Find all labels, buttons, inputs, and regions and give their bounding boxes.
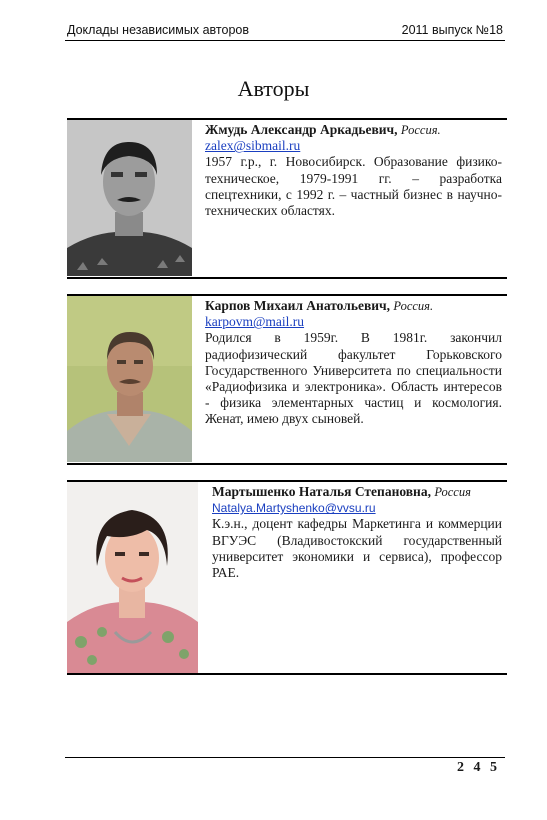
- author-name: Мартышенко Наталья Степановна,: [212, 484, 431, 499]
- author-country: Россия.: [393, 299, 434, 313]
- author-name: Жмудь Александр Аркадьевич,: [205, 122, 398, 137]
- page-number: 2 4 5: [457, 760, 500, 775]
- author-bio: Родился в 1959г. В 1981г. закончил радиофизический факультет Горьковского Государственного Университета по специальности «Радиофизика и электроника». Область интересов - физика элементарных частиц и космология. Женат, имею двух сыновей.: [205, 330, 502, 427]
- divider: [67, 463, 507, 465]
- author-email-link[interactable]: Natalya.Martyshenko@vvsu.ru: [212, 501, 376, 516]
- divider: [67, 673, 507, 675]
- author-country: Россия.: [400, 123, 441, 137]
- author-name-line: [205, 298, 502, 314]
- author-photo: [67, 482, 198, 673]
- footer-rule: [65, 757, 505, 758]
- author-info: [212, 484, 502, 581]
- author-name-line: [205, 122, 502, 138]
- author-name-line: [212, 484, 502, 500]
- author-name: Карпов Михаил Анатольевич,: [205, 298, 391, 313]
- author-email-link[interactable]: karpovm@mail.ru: [205, 314, 305, 330]
- author-entry: [67, 480, 507, 676]
- author-country: Россия: [434, 485, 471, 499]
- author-entry: [67, 118, 507, 280]
- page-title: Авторы: [237, 76, 310, 101]
- author-email-link[interactable]: zalex@sibmail.ru: [205, 138, 301, 154]
- running-header: [65, 22, 505, 41]
- author-photo: [67, 296, 192, 462]
- author-entry: [67, 294, 507, 466]
- journal-title: Доклады независимых авторов: [67, 23, 249, 37]
- author-bio: 1957 г.р., г. Новосибирск. Образование физико-техническое, 1979-1991 гг. – разработка спецтехники, с 1992 г. – частный бизнес в научно-технических областях.: [205, 154, 502, 219]
- author-photo: [67, 120, 192, 276]
- author-bio: К.э.н., доцент кафедры Маркетинга и коммерции ВГУЭС (Владивостокский государственный университет экономики и сервиса), профессор РАЕ.: [212, 516, 502, 581]
- author-info: [205, 122, 502, 219]
- divider: [67, 277, 507, 279]
- author-info: [205, 298, 502, 428]
- issue-label: 2011 выпуск №18: [401, 23, 503, 37]
